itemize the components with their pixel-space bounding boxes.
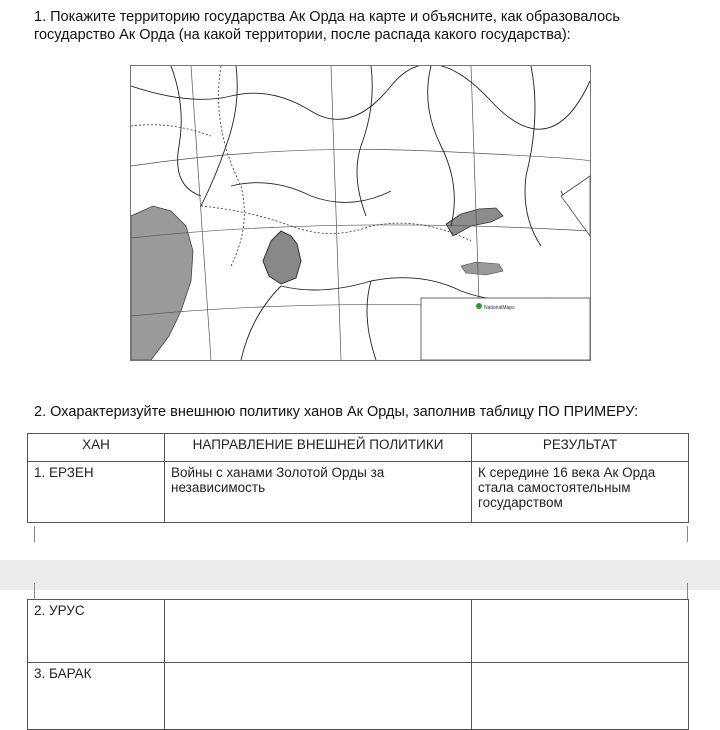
header-direction: НАПРАВЛЕНИЕ ВНЕШНЕЙ ПОЛИТИКИ [165, 434, 472, 462]
table-edge-mark [687, 526, 688, 542]
khan-cell: 2. УРУС [28, 600, 165, 663]
table-row [28, 663, 689, 730]
direction-cell: Войны с ханами Золотой Орды за независимость [165, 462, 472, 523]
caspian-sea [131, 206, 193, 360]
table-edge-mark [687, 583, 688, 599]
page-break-gap [0, 560, 720, 590]
header-khan: ХАН [28, 434, 165, 462]
question-1: 1. Покажите территорию государства Ак Орда на карте и объясните, как образовалось государство Ак Орда (на какой территории, после распада какого государства): [34, 9, 620, 43]
khan-cell: 3. БАРАК [28, 663, 165, 730]
map-logo-text: NationalMaps [484, 305, 515, 311]
balkhash-lake [446, 208, 503, 236]
contour-map [130, 65, 591, 361]
table-edge-mark [34, 526, 35, 542]
lake-small [461, 262, 503, 275]
aral-sea [263, 231, 301, 284]
table-row [28, 600, 689, 663]
question-2: 2. Охарактеризуйте внешнюю политику ханов Ак Орды, заполнив таблицу ПО ПРИМЕРУ: [34, 404, 639, 420]
table-row [28, 462, 689, 523]
direction-cell[interactable] [165, 600, 472, 663]
table-edge-mark [34, 583, 35, 599]
policy-table-continued [27, 599, 689, 730]
policy-table [27, 433, 689, 523]
direction-cell[interactable] [165, 663, 472, 730]
result-cell: К середине 16 века Ак Орда стала самостоятельным государством [472, 462, 689, 523]
header-result: РЕЗУЛЬТАТ [472, 434, 689, 462]
table-header-row [28, 434, 689, 462]
result-cell[interactable] [472, 663, 689, 730]
khan-cell: 1. ЕРЗЕН [28, 462, 165, 523]
map-drawing [131, 66, 590, 360]
result-cell[interactable] [472, 600, 689, 663]
